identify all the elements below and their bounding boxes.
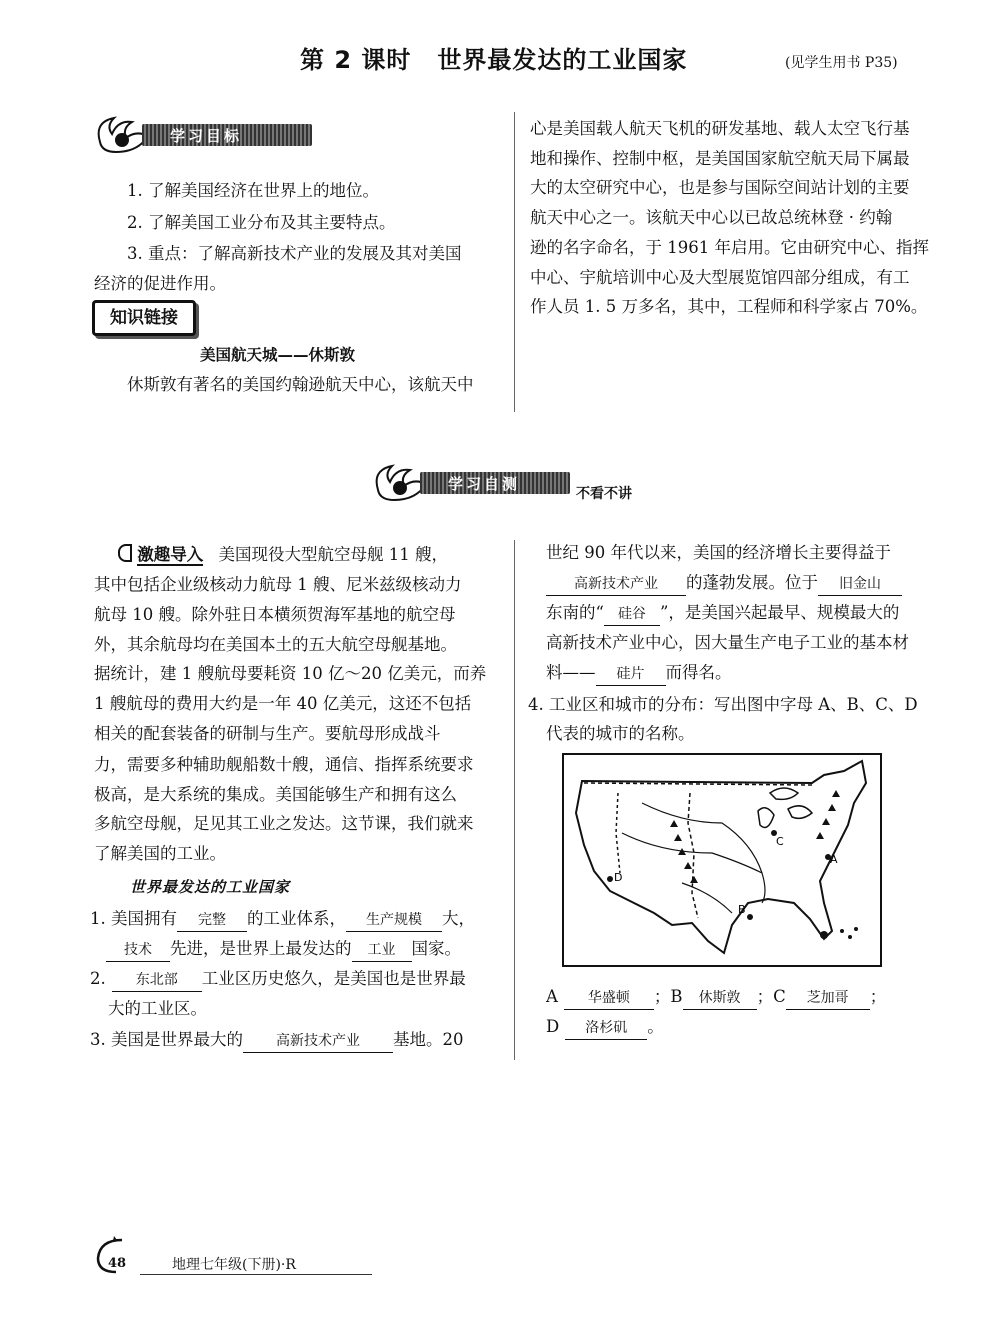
answer-blank[interactable]: 洛杉矶 xyxy=(565,1017,647,1040)
answer-blank[interactable]: 旧金山 xyxy=(818,573,902,596)
question-4-line-2: 代表的城市的名称。 xyxy=(546,724,695,743)
answer-blank[interactable]: 高新技术产业 xyxy=(243,1030,393,1053)
knowledge-text-right-3: 大的太空研究中心，也是参与国际空间站计划的主要 xyxy=(530,178,910,197)
answer-blank[interactable]: 高新技术产业 xyxy=(546,573,686,596)
section-heading: 世界最发达的工业国家 xyxy=(130,878,291,896)
question-4-answers-line-2: D 洛杉矶 。 xyxy=(546,1014,664,1040)
question-1-line-2: 技术 先进，是世界上最发达的 工业 国家。 xyxy=(106,936,461,962)
intro-icon xyxy=(118,544,132,562)
map-label-a: A xyxy=(830,853,838,866)
question-3-line-2: 世纪 90 年代以来，美国的经济增长主要得益于 xyxy=(546,543,891,562)
self-study-bar: 学习自测 xyxy=(420,472,570,494)
objective-item-3-cont: 经济的促进作用。 xyxy=(94,274,226,293)
question-3-line-4: 东南的“ 硅谷 ”，是美国兴起最早、规模最大的 xyxy=(546,600,899,626)
intro-label: 激趣导入 xyxy=(137,545,204,564)
answer-blank[interactable]: 工业 xyxy=(352,939,412,962)
question-1-line-1: 1. 美国拥有 完整 的工业体系， 生产规模 大， xyxy=(90,906,475,932)
objectives-banner xyxy=(92,112,322,148)
map-label-d: D xyxy=(614,871,623,884)
question-3-line-1: 3. 美国是世界最大的 高新技术产业 基地。20 xyxy=(90,1027,464,1053)
knowledge-text-right-7: 作人员 1. 5 万多名，其中，工程师和科学家占 70%。 xyxy=(530,297,928,316)
footer-book-title: 地理七年级(下册)·R xyxy=(172,1257,296,1273)
knowledge-heading: 美国航天城——休斯敦 xyxy=(200,346,356,364)
map-label-c: C xyxy=(776,835,784,848)
knowledge-text-right-6: 中心、宇航培训中心及大型展览馆四部分组成，有工 xyxy=(530,268,910,287)
intro-text-10: 了解美国的工业。 xyxy=(94,844,226,863)
objective-item-2: 2. 了解美国工业分布及其主要特点。 xyxy=(127,213,396,232)
intro-text-0: 美国现役大型航空母舰 11 艘， xyxy=(218,545,448,564)
objective-item-1: 1. 了解美国经济在世界上的地位。 xyxy=(127,181,379,200)
intro-text-9: 多航空母舰，足见其工业之发达。这节课，我们就来 xyxy=(94,814,474,833)
answer-blank[interactable]: 休斯敦 xyxy=(683,987,757,1010)
intro-text-2: 航母 10 艘。除外驻日本横须贺海军基地的航空母 xyxy=(94,605,456,624)
answer-blank[interactable]: 华盛顿 xyxy=(564,987,654,1010)
column-divider-bottom xyxy=(514,540,515,1060)
map-label-b: B xyxy=(738,903,746,916)
answer-blank[interactable]: 硅谷 xyxy=(604,603,660,626)
page-number: 48 xyxy=(108,1256,127,1271)
answer-blank[interactable]: 技术 xyxy=(106,939,170,962)
answer-blank[interactable]: 完整 xyxy=(177,909,247,932)
lesson-title: 世界最发达的工业国家 xyxy=(437,46,688,74)
self-study-tag: 不看不讲 xyxy=(576,486,632,502)
knowledge-text-right-1: 心是美国载人航天飞机的研发基地、载人太空飞行基 xyxy=(530,119,910,138)
knowledge-text-right-4: 航天中心之一。该航天中心以已故总统林登 · 约翰 xyxy=(530,208,893,227)
intro-text-6: 相关的配套装备的研制与生产。要航母形成战斗 xyxy=(94,724,441,743)
answer-blank[interactable]: 芝加哥 xyxy=(786,987,870,1010)
intro-first-line xyxy=(118,542,448,568)
objectives-bar: 学习目标 xyxy=(142,124,312,146)
question-3-line-6: 料—— 硅片 而得名。 xyxy=(546,660,732,686)
question-4-answers-line-1: A 华盛顿 ；B 休斯敦 ；C 芝加哥 ； xyxy=(546,984,886,1010)
intro-text-5: 1 艘航母的费用大约是一年 40 亿美元，这还不包括 xyxy=(94,694,472,713)
footer-rule xyxy=(140,1274,372,1275)
lesson-number: 第 2 课时 xyxy=(300,46,412,74)
usa-industry-map xyxy=(562,753,882,967)
intro-text-4: 据统计，建 1 艘航母要耗资 10 亿～20 亿美元，而养 xyxy=(94,664,487,683)
intro-text-7: 力，需要多种辅助舰船数十艘，通信、指挥系统要求 xyxy=(94,755,474,774)
question-3-line-3: 高新技术产业 的蓬勃发展。位于 旧金山 xyxy=(546,570,902,596)
knowledge-text-right-2: 地和操作、控制中枢，是美国国家航空航天局下属最 xyxy=(530,149,910,168)
question-4-line-1: 4. 工业区和城市的分布：写出图中字母 A、B、C、D xyxy=(528,695,918,714)
knowledge-link-label: 知识链接 xyxy=(92,300,196,336)
question-2-line-1: 2. 东北部 工业区历史悠久，是美国也是世界最 xyxy=(90,966,466,992)
self-study-banner xyxy=(370,460,600,496)
answer-blank[interactable]: 生产规模 xyxy=(346,909,442,932)
intro-text-8: 极高，是大系统的集成。美国能够生产和拥有这么 xyxy=(94,785,457,804)
intro-text-1: 其中包括企业级核动力航母 1 艘、尼米兹级核动力 xyxy=(94,575,462,594)
answer-blank[interactable]: 东北部 xyxy=(112,969,202,992)
intro-text-3: 外，其余航母均在美国本土的五大航空母舰基地。 xyxy=(94,635,457,654)
page-title xyxy=(300,40,687,75)
student-book-reference: (见学生用书 P35) xyxy=(785,55,898,71)
question-3-line-5: 高新技术产业中心，因大量生产电子工业的基本材 xyxy=(546,633,909,652)
knowledge-text-right-5: 逊的名字命名，于 1961 年启用。它由研究中心、指挥 xyxy=(530,238,929,257)
objective-item-3: 3. 重点：了解高新技术产业的发展及其对美国 xyxy=(127,244,462,263)
knowledge-text-left: 休斯敦有著名的美国约翰逊航天中心，该航天中 xyxy=(127,375,474,394)
answer-blank[interactable]: 硅片 xyxy=(596,663,666,686)
question-2-line-2: 大的工业区。 xyxy=(108,999,207,1018)
column-divider-top xyxy=(514,112,515,412)
